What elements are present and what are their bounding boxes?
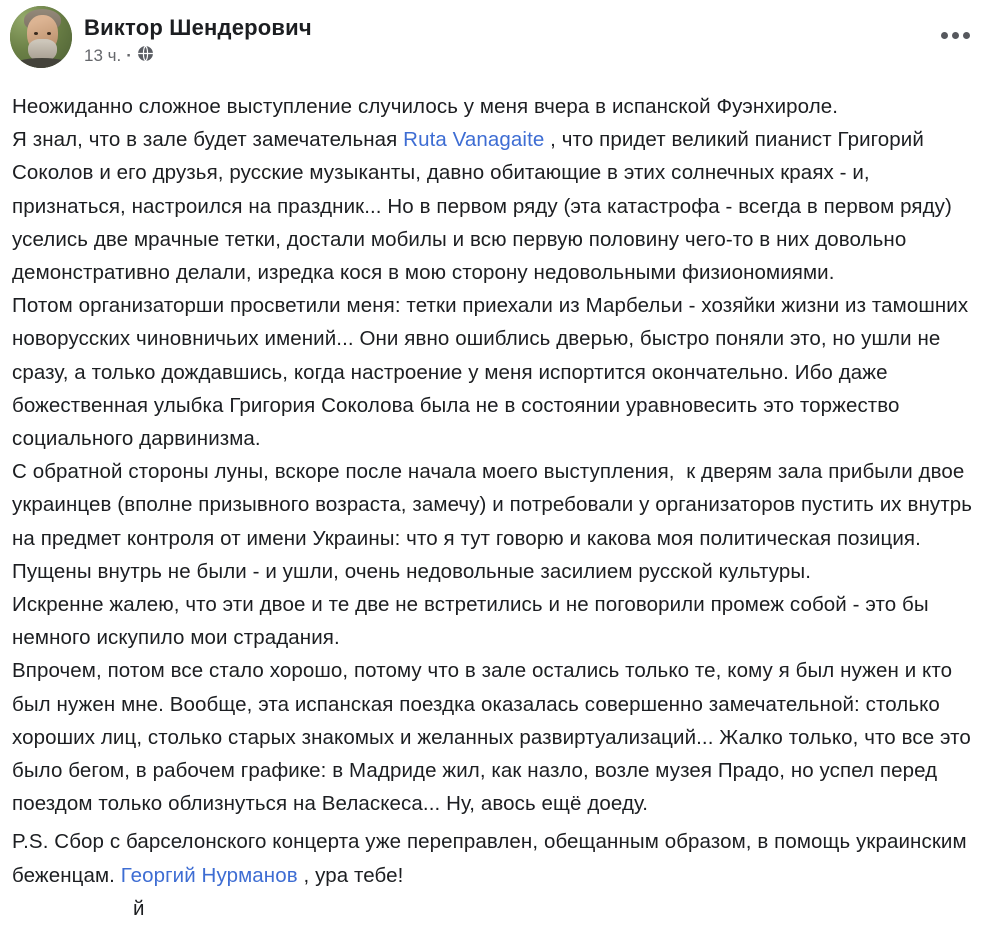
text-segment: С обратной стороны луны, вскоре после начала моего выступления, к дверям зала прибыли двое украинцев (вполне призывного возраста, замечу) и потребовали у организаторов пустить их внутрь на предмет контроля от имени Украины: что я тут говорю и какова моя политическая позиция. Пущены внутрь не были - и ушли, очень недовольные засилием русской культуры.: [12, 460, 978, 583]
paragraph: [12, 825, 974, 891]
author-name[interactable]: Виктор Шендерович: [84, 15, 312, 40]
timestamp[interactable]: 13 ч.: [84, 45, 122, 65]
text-segment: P.S. Сбор с барселонского концерта уже переправлен, обещанным образом, в помощь украинским беженцам.: [12, 830, 973, 887]
ellipsis-icon: [941, 32, 948, 39]
avatar-art-eye: [34, 32, 38, 35]
text-segment: Искренне жалею, что эти двое и те две не встретились и не поговорили промеж собой - это бы немного искупило мои страдания.: [12, 593, 935, 650]
globe-icon: [137, 45, 154, 67]
text-segment: , ура тебе!: [297, 863, 404, 887]
ellipsis-icon: [952, 32, 959, 39]
post-subline: [84, 44, 996, 67]
text-segment: , что придет великий пианист Григорий Соколов и его друзья, русские музыканты, давно обитающие в этих солнечных краях - и, признаться, настроился на праздник... Но в первом ряду (эта катастрофа - всегда в первом ряду) уселись две мрачные тетки, достали мобилы и всю первую половину чего-то в них довольно демонстративно делали, изредка кося в мою сторону недовольными физиономиями.: [12, 128, 958, 285]
paragraph: [12, 588, 974, 654]
header-meta: [84, 6, 996, 67]
avatar-art-eye: [47, 32, 51, 35]
paragraph: [12, 455, 978, 588]
text-segment: й: [133, 896, 145, 920]
paragraph-clipped: [12, 892, 974, 925]
more-options-button[interactable]: [939, 26, 972, 45]
mention-link[interactable]: Георгий Нурманов: [120, 863, 298, 887]
avatar-art-shoulders: [10, 58, 72, 68]
separator-dot: ·: [126, 45, 132, 65]
paragraph: [12, 123, 974, 289]
avatar[interactable]: [10, 6, 72, 68]
paragraph: [12, 90, 974, 123]
text-segment: Неожиданно сложное выступление случилось у меня вчера в испанской Фуэнхироле.: [12, 95, 839, 118]
post-header: [0, 0, 996, 74]
text-segment: Впрочем, потом все стало хорошо, потому что в зале остались только те, кому я был нужен и кто был нужен мне. Вообще, эта испанская поездка оказалась совершенно замечательной: столько хороших лиц, столько старых знакомых и желанных развиртуализаций... Жалко только, что все это было бегом, в рабочем графике: в Мадриде жил, как назло, возле музея Прадо, но успел перед поездом только облизнуться на Веласкеса... Ну, авось ещё доеду.: [12, 659, 977, 816]
text-segment: Я знал, что в зале будет замечательная: [12, 128, 404, 152]
text-segment: Потом организаторши просветили меня: тетки приехали из Марбельи - хозяйки жизни из тамошних новорусских чиновничьих имений... Они явно ошиблись дверью, быстро поняли это, но ушли не сразу, а только дождавшись, когда настроение у меня испортится окончательно. Ибо даже божественная улыбка Григория Соколова была не в состоянии уравновесить это торжество социального дарвинизма.: [12, 294, 975, 451]
paragraph: [12, 289, 974, 455]
mention-link[interactable]: Ruta Vanagaite: [403, 128, 545, 152]
paragraph: [12, 654, 977, 820]
post-text: [0, 74, 996, 925]
ellipsis-icon: [963, 32, 970, 39]
